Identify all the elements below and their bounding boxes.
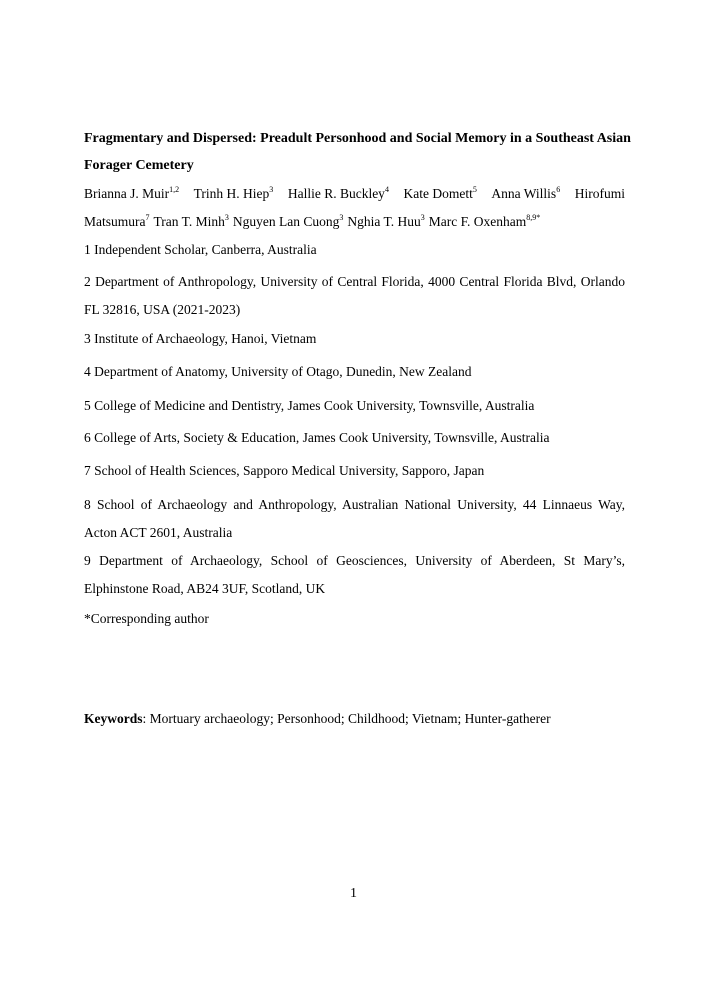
author-affiliation-sup: 3 [339, 213, 344, 222]
author-affiliation-sup: 3 [224, 213, 229, 222]
author: Nghia T. Huu$^3$ [347, 213, 425, 229]
title-line-2: Forager Cemetery [84, 158, 194, 173]
author-affiliation-sup: 1,2 [169, 185, 180, 194]
affiliation-8: 8 School of Archaeology and Anthropology, Australian National University, 44 Linnaeus Way, Acton ACT 2601, Australia [84, 497, 625, 540]
affiliation-7: 7 School of Health Sciences, Sapporo Medical University, Sapporo, Japan [84, 463, 485, 478]
author: Kate Domett$^5$ [403, 185, 477, 201]
author: Anna Willis$^6$ [491, 185, 561, 201]
paper-title [84, 125, 631, 179]
author-line-2 [84, 208, 625, 236]
author-affiliation-sup: 3 [269, 185, 274, 194]
author: Matsumura$^7$ [84, 213, 150, 229]
author-affiliation-sup: 6 [556, 185, 561, 194]
author: Tran T. Minh$^3$ [153, 213, 229, 229]
affiliation-9: 9 Department of Archaeology, School of Geosciences, University of Aberdeen, St Mary’s, Elphinstone Road, AB24 3UF, Scotland, UK [84, 553, 625, 596]
author-list [84, 180, 625, 236]
affiliation-2: 2 Department of Anthropology, University of Central Florida, 4000 Central Florida Blvd, Orlando FL 32816, USA (2021-2023) [84, 274, 625, 317]
affiliation-3: 3 Institute of Archaeology, Hanoi, Vietnam [84, 331, 317, 346]
keywords-separator: : [142, 711, 150, 726]
keywords-line [84, 705, 625, 733]
author-affiliation-sup: 5 [472, 185, 477, 194]
author: Hirofumi [574, 186, 625, 201]
author: Hallie R. Buckley$^4$ [287, 185, 389, 201]
author-affiliation-sup: 8,9* [526, 213, 541, 222]
author: Nguyen Lan Cuong$^3$ [232, 213, 344, 229]
affiliation-5: 5 College of Medicine and Dentistry, James Cook University, Townsville, Australia [84, 398, 535, 413]
corresponding-author-note: *Corresponding author [84, 611, 209, 626]
page-number: 1 [350, 886, 357, 901]
author-line-1 [84, 180, 625, 208]
affiliation-4: 4 Department of Anatomy, University of Otago, Dunedin, New Zealand [84, 364, 472, 379]
keywords-text: Mortuary archaeology; Personhood; Childhood; Vietnam; Hunter-gatherer [149, 711, 551, 726]
author: Trinh H. Hiep$^3$ [193, 185, 274, 201]
title-line-1: Fragmentary and Dispersed: Preadult Personhood and Social Memory in a Southeast Asian [84, 131, 631, 146]
affiliation-6: 6 College of Arts, Society & Education, James Cook University, Townsville, Australia [84, 430, 550, 445]
keywords-label: Keywords [84, 711, 143, 726]
author: Brianna J. Muir$^{1,2}$ [84, 185, 180, 201]
author-affiliation-sup: 4 [384, 185, 389, 194]
affiliation-1: 1 Independent Scholar, Canberra, Australia [84, 242, 317, 257]
author: Marc F. Oxenham$^{8,9*}$ [428, 213, 541, 229]
author-affiliation-sup: 7 [145, 213, 150, 222]
author-affiliation-sup: 3 [420, 213, 425, 222]
